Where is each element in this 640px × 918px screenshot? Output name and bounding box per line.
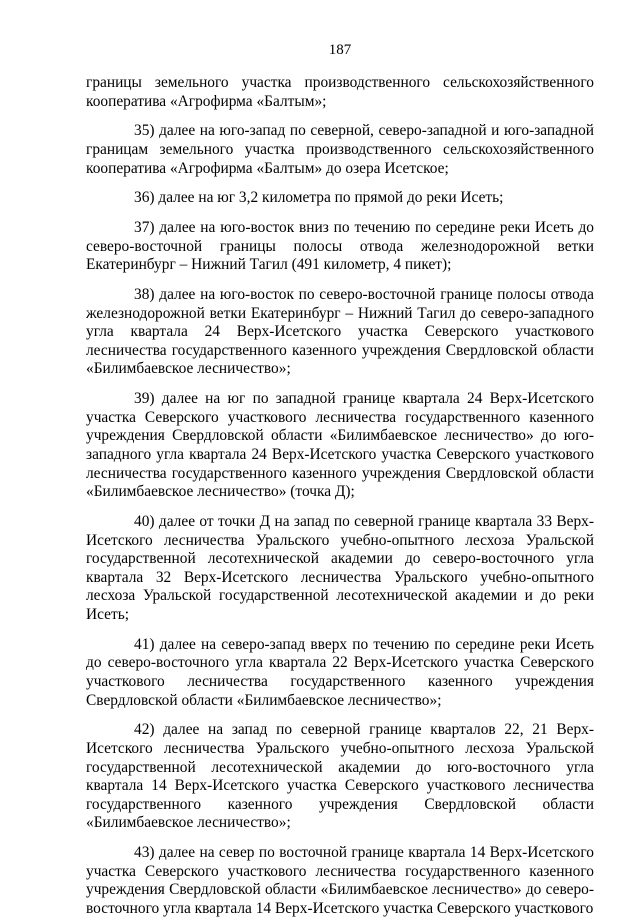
paragraph-item-37: 37) далее на юго-восток вниз по течению по середине реки Исеть до северо-восточной границы полосы отвода железнодорожной ветки Екатеринбург – Нижний Тагил (491 километр, 4 пикет); — [86, 219, 594, 274]
paragraph-item-41: 41) далее на северо-запад вверх по течению по середине реки Исеть до северо-восточного угла квартала 22 Верх-Исетского участка Северского участкового лесничества государственного казенного учреждения Свердловской области «Билимбаевское лесничество»; — [86, 635, 594, 709]
page-number: 187 — [328, 42, 352, 58]
paragraph-item-38: 38) далее на юго-восток по северо-восточной границе полосы отвода железнодорожной ветки Екатеринбург – Нижний Тагил до северо-западного угла квартала 24 Верх-Исетского участка Северского участкового лесничества государственного казенного учреждения Свердловской области «Билимбаевское лесничество»; — [86, 286, 594, 378]
document-body — [86, 74, 594, 918]
paragraph-item-39: 39) далее на юг по западной границе квартала 24 Верх-Исетского участка Северского участкового лесничества государственного казенного учреждения Свердловской области «Билимбаевское лесничество» до юго-западного угла квартала 24 Верх-Исетского участка Северского участкового лесничества государственного казенного учреждения Свердловской области «Билимбаевское лесничество» (точка Д); — [86, 390, 594, 501]
paragraph-item-36: 36) далее на юг 3,2 километра по прямой до реки Исеть; — [134, 189, 504, 207]
paragraph-item-40: 40) далее от точки Д на запад по северной границе квартала 33 Верх-Исетского лесничества Уральского учебно-опытного лесхоза Уральской государственной лесотехнической академии до северо-восточного угла квартала 32 Верх-Исетского лесничества Уральского учебно-опытного лесхоза Уральской государственной лесотехнической академии и до реки Исеть; — [86, 513, 594, 623]
paragraph-item-42: 42) далее на запад по северной границе кварталов 22, 21 Верх-Исетского лесничества Уральского учебно-опытного лесхоза Уральской государственной лесотехнической академии до юго-восточного угла квартала 14 Верх-Исетского участка Северского участкового лесничества государственного казенного учреждения Свердловской области «Билимбаевское лесничество»; — [86, 721, 594, 832]
paragraph-item-43: 43) далее на север по восточной границе квартала 14 Верх-Исетского участка Северского участкового лесничества государственного казенного учреждения Свердловской области «Билимбаевское лесничество» до северо-восточного угла квартала 14 Верх-Исетского участка Северского участкового — [86, 844, 594, 917]
paragraph-item-35: 35) далее на юго-запад по северной, северо-западной и юго-западной границам земельного участка производственного сельскохозяйственного кооператива «Агрофирма «Балтым» до озера Исетское; — [86, 122, 594, 177]
paragraph-continuation: границы земельного участка производственного сельскохозяйственного кооператива «Агрофирма «Балтым»; — [86, 74, 594, 110]
